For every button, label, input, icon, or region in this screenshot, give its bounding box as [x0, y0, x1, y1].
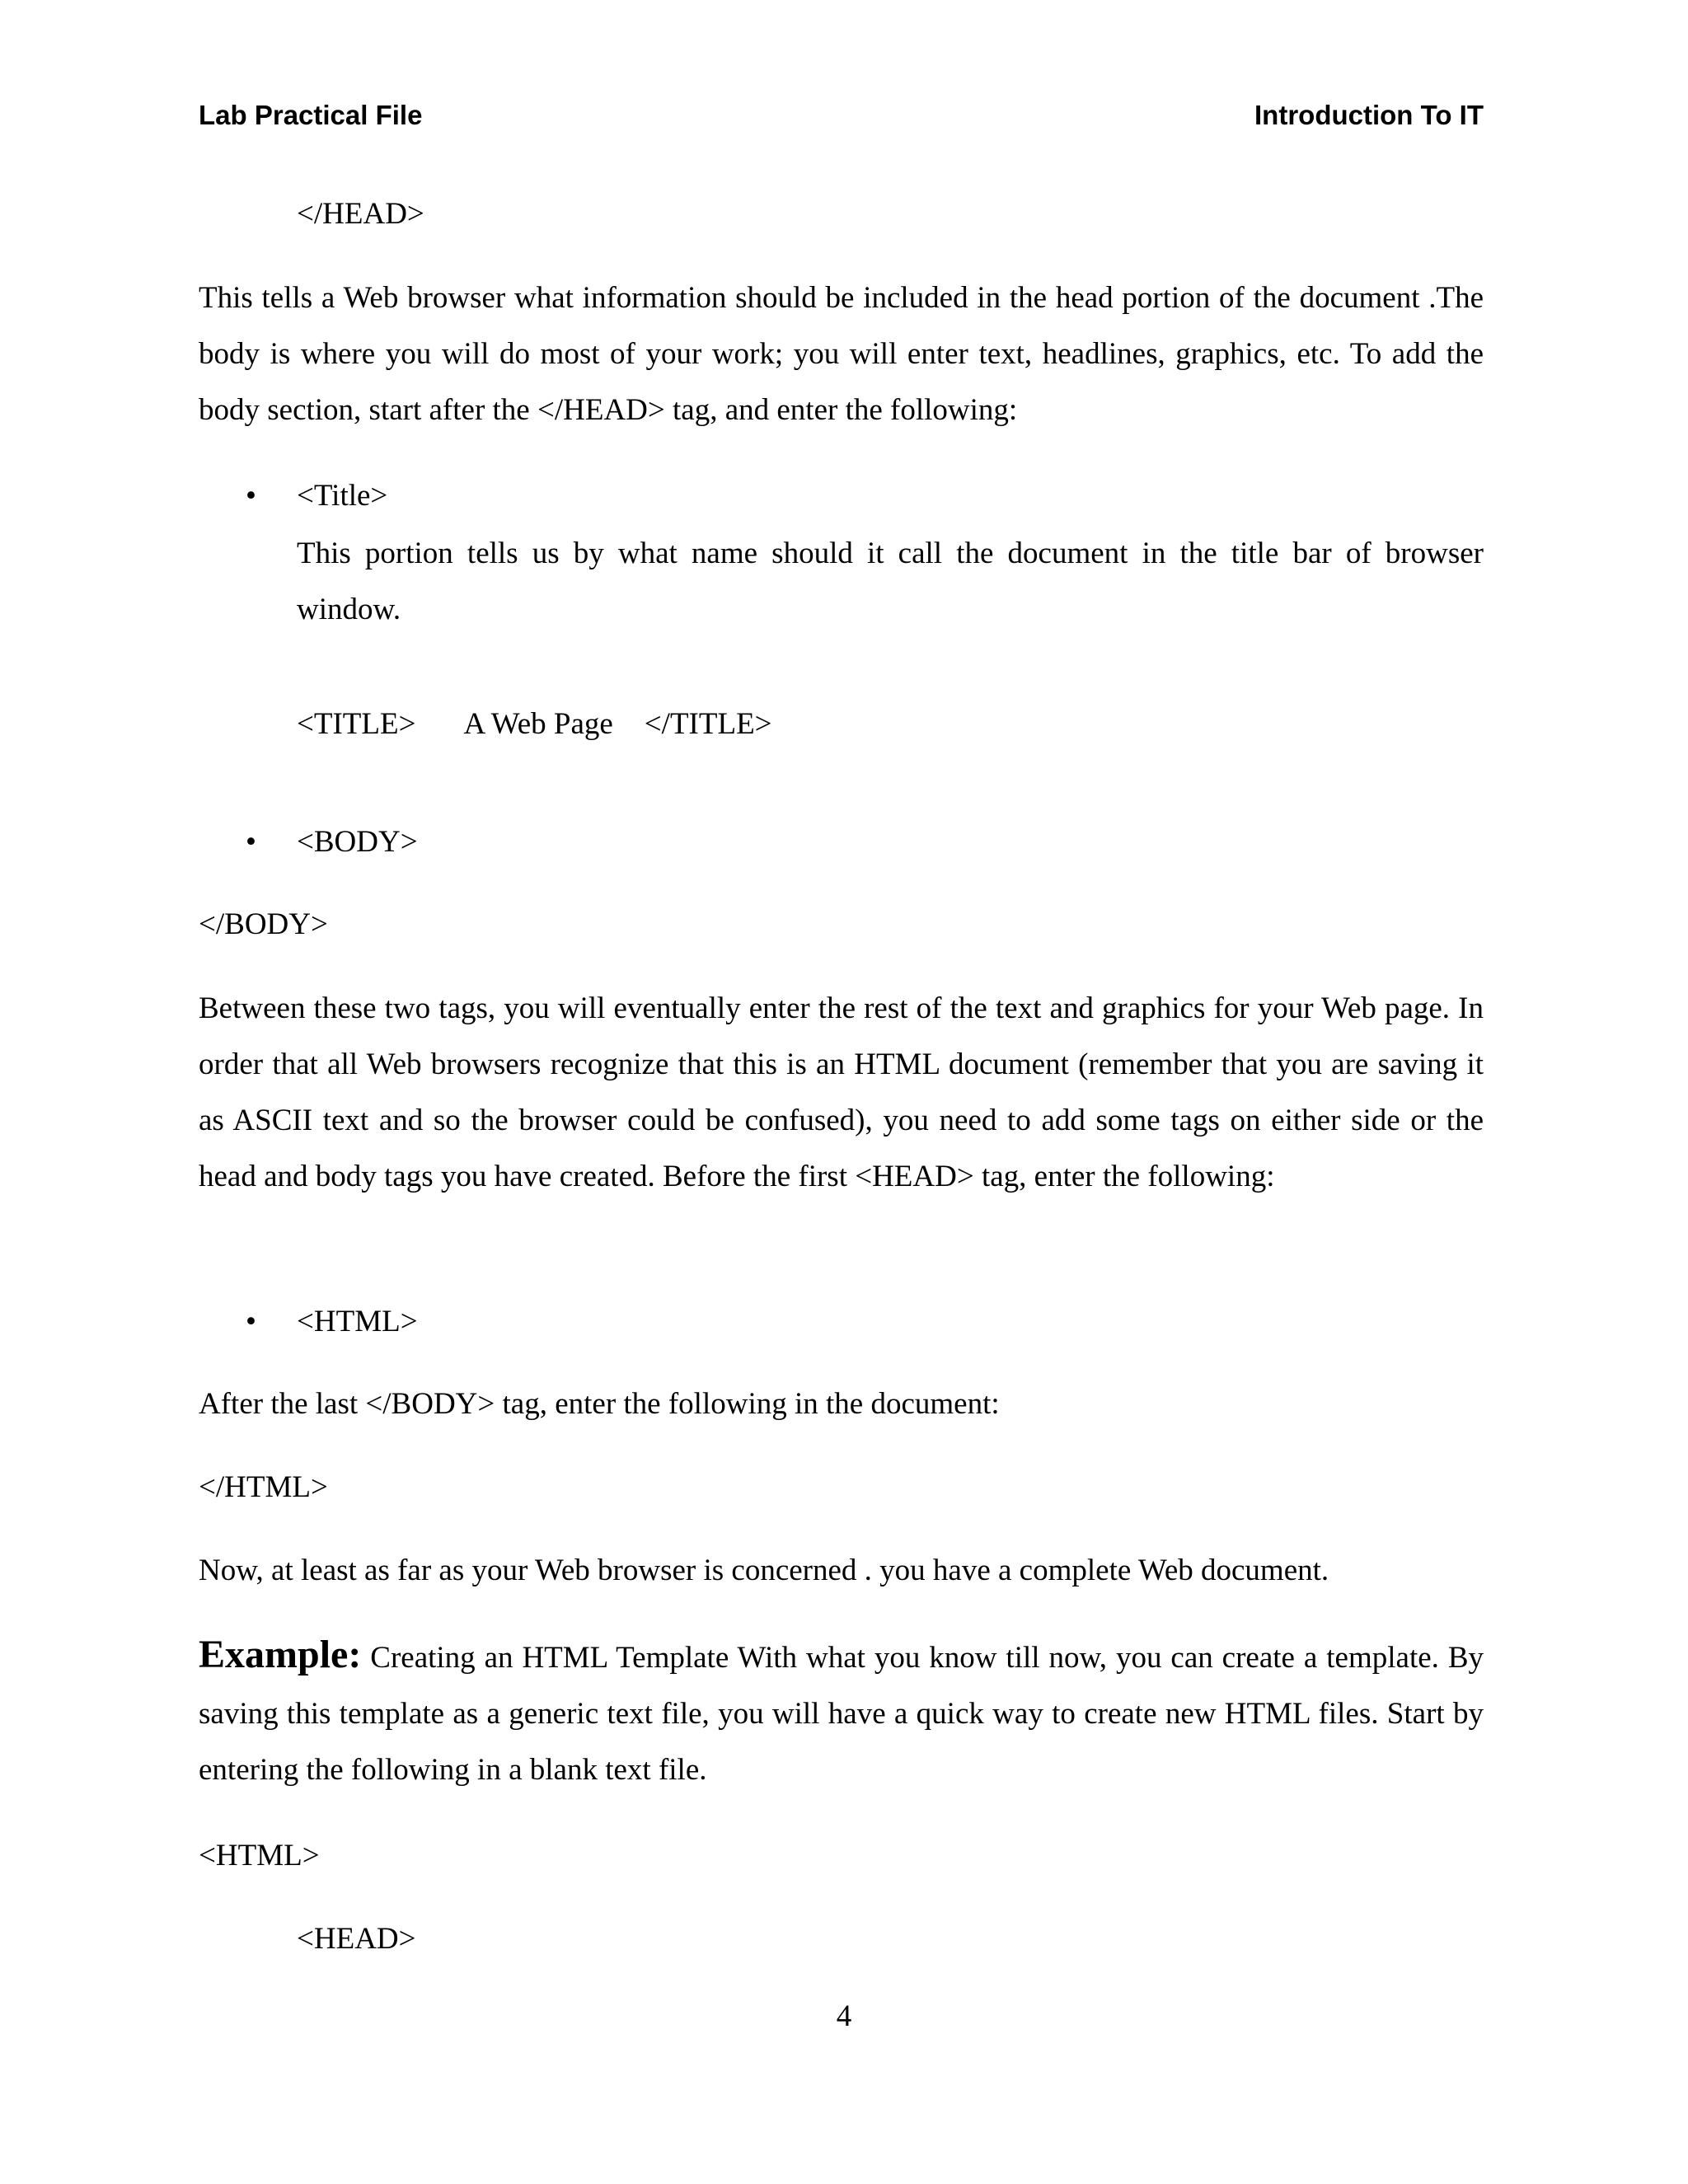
paragraph-html-tags-explanation: Between these two tags, you will eventually enter the rest of the text and graphics for your Web page. In order that all Web browsers recognize that this is an HTML document (remember that you are saving it as ASCII text and so the browser could be confused), you need to add some tags on either side or the head and body tags you have created. Before the first <HEAD> tag, enter the following:	[199, 991, 1484, 1193]
bullet-marker-html: •	[246, 1305, 256, 1338]
html-open-tag-line: <HTML>	[199, 1839, 320, 1872]
paragraph-body-section-intro: This tells a Web browser what information should be included in the head portion of the document .The body is where you will do most of your work; you will enter text, headlines, graphics, etc. To add the body section, start after the </HEAD> tag, and enter the following:	[199, 281, 1484, 427]
header-right-title: Introduction To IT	[1254, 100, 1484, 130]
body-close-tag-line: </BODY>	[199, 907, 328, 941]
bullet-html-label: <HTML>	[297, 1305, 418, 1338]
html-close-tag-line: </HTML>	[199, 1470, 328, 1504]
bullet-marker-body: •	[246, 825, 256, 859]
paragraph-complete-document: Now, at least as far as your Web browser is concerned . you have a complete Web document.	[199, 1554, 1329, 1587]
title-example-text: A Web Page	[463, 707, 613, 741]
example-paragraph	[199, 1627, 1484, 1798]
bullet-title-description: This portion tells us by what name should it call the document in the title bar of browser window.	[297, 537, 1484, 626]
example-text: Creating an HTML Template With what you know till now, you can create a template. By saving this template as a generic text file, you will have a quick way to create new HTML files. Start by entering the following in a blank text file.	[199, 1641, 1484, 1787]
page-number: 4	[836, 1999, 852, 2033]
header-left-title: Lab Practical File	[199, 100, 423, 130]
title-close-tag: </TITLE>	[644, 707, 772, 741]
example-label: Example:	[199, 1633, 362, 1676]
title-open-tag: <TITLE>	[297, 707, 416, 741]
bullet-body-label: <BODY>	[297, 825, 418, 859]
bullet-title-label: <Title>	[297, 479, 388, 513]
paragraph-after-body: After the last </BODY> tag, enter the following in the document:	[199, 1387, 1000, 1421]
title-example-line	[297, 706, 772, 743]
head-open-tag-line: <HEAD>	[297, 1922, 416, 1956]
bullet-marker-title: •	[246, 479, 256, 513]
head-close-tag-line: </HEAD>	[297, 197, 424, 231]
